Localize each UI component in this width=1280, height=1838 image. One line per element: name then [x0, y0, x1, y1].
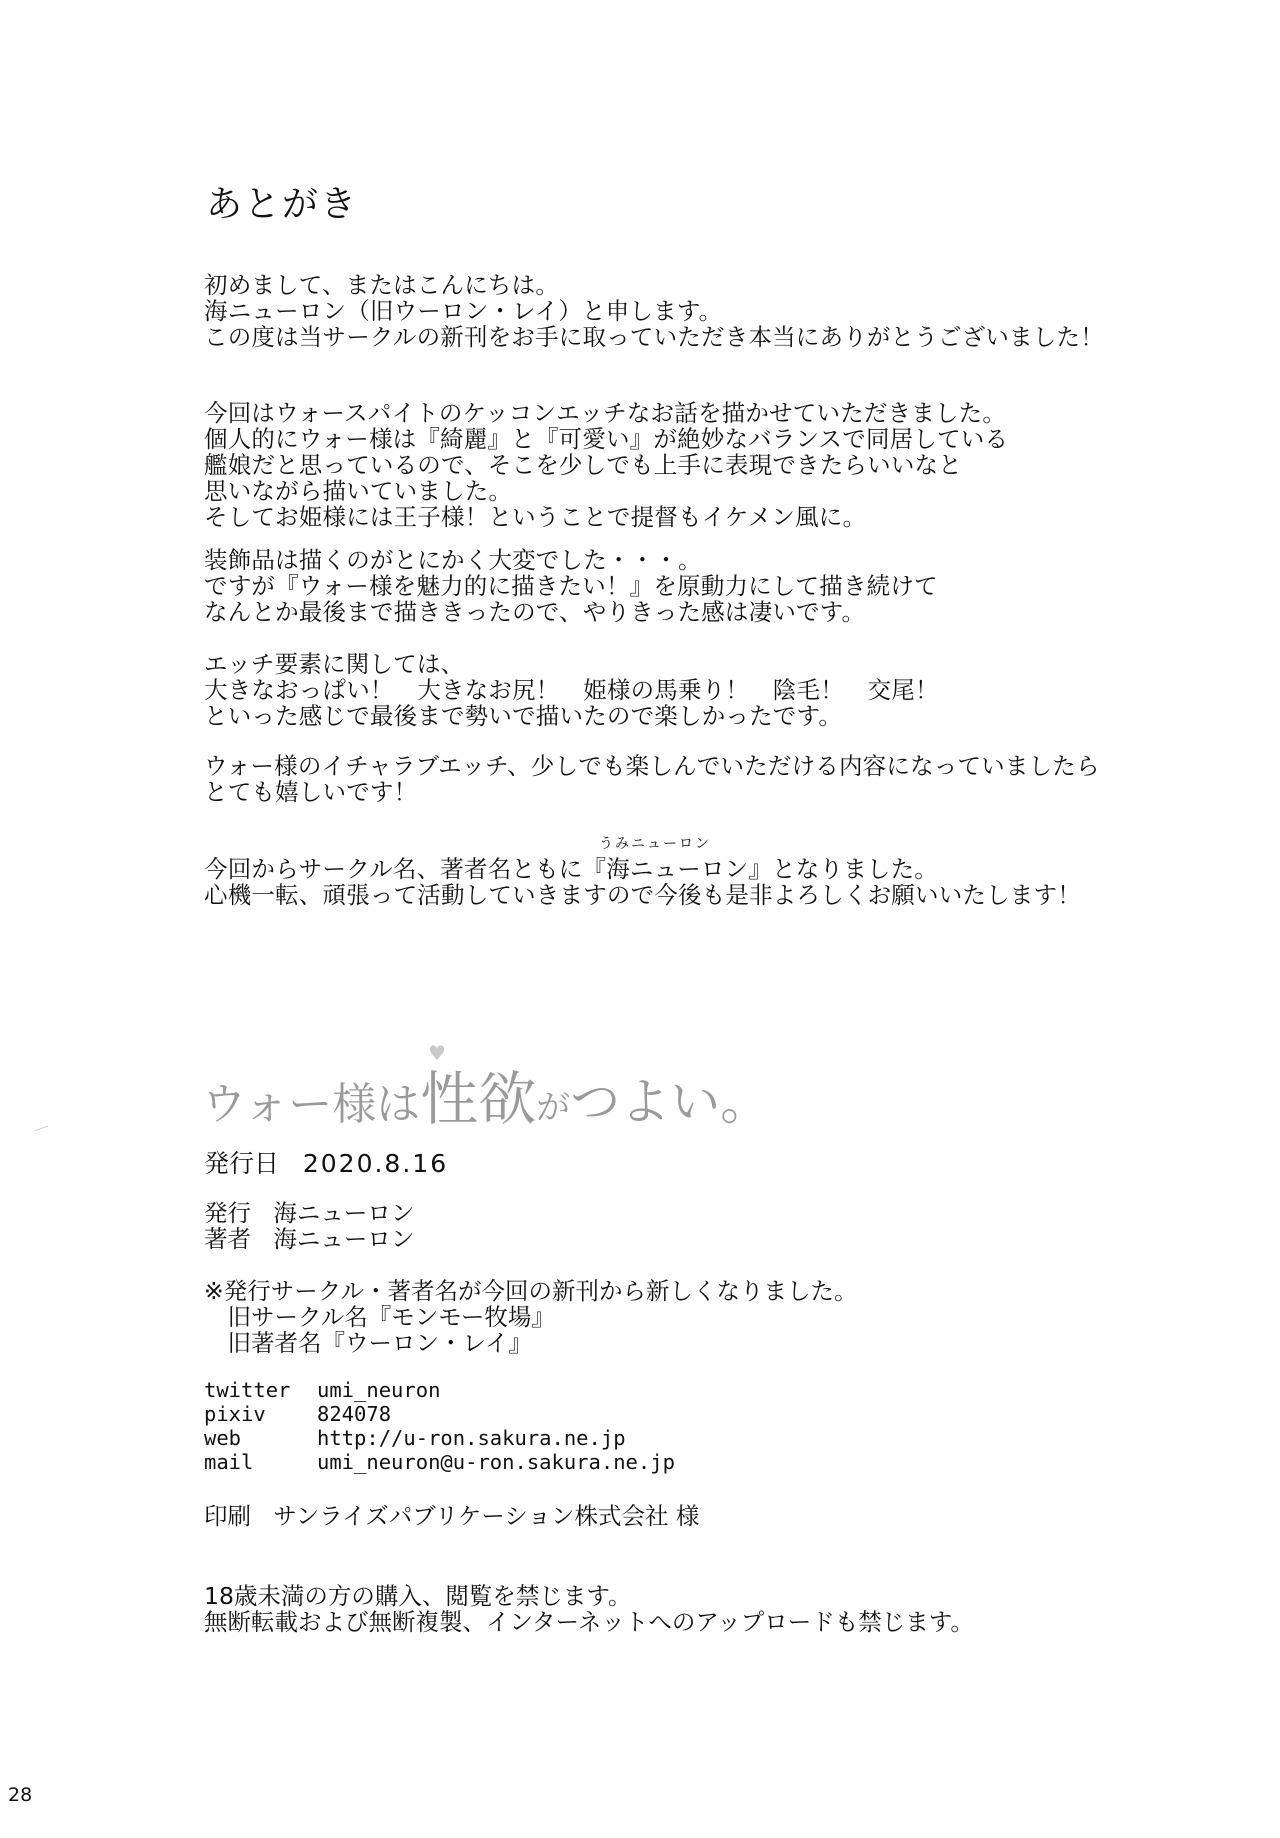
- note-line: ※発行サークル・著者名が今回の新刊から新しくなりました。: [204, 1277, 858, 1305]
- title-part: が: [536, 1088, 571, 1128]
- hope-paragraph: [204, 753, 1100, 805]
- elements-paragraph: [204, 651, 939, 729]
- warning-line: 無断転載および無断複製、インターネットへのアップロードも禁じます。: [204, 1608, 974, 1636]
- text-line: ですが『ウォー様を魅力的に描きたい！』を原動力にして描き続けて: [204, 572, 938, 600]
- author-label: 著者: [204, 1225, 251, 1253]
- contact-value: umi_neuron@u-ron.sakura.ne.jp: [317, 1450, 675, 1474]
- contact-row: [204, 1402, 675, 1426]
- accessories-paragraph: [204, 547, 938, 625]
- book-title: [202, 1052, 770, 1136]
- text-line: エッチ要素に関しては、: [204, 650, 465, 678]
- publisher-row: [204, 1200, 414, 1226]
- text-line: 思いながら描いていました。: [204, 477, 513, 505]
- text-line: 海ニューロン（旧ウーロン・レイ）と申します。: [204, 297, 723, 325]
- text-line: 大きなおっぱい！ 大きなお尻！ 姫様の馬乗り！ 陰毛！ 交尾！: [204, 676, 939, 704]
- contact-key: pixiv: [204, 1402, 266, 1426]
- title-part: ウォー様は: [202, 1079, 421, 1130]
- text-line: 心機一転、頑張って活動していきますので今後も是非よろしくお願いいたします！: [204, 881, 1081, 909]
- text-line: とても嬉しいです！: [204, 778, 418, 806]
- title-part: つよい。: [570, 1073, 771, 1131]
- text-line: この度は当サークルの新刊をお手に取っていただき本当にありがとうございました！: [204, 323, 1104, 351]
- contact-key: mail: [204, 1450, 254, 1474]
- ruby-line: [204, 836, 1081, 883]
- afterword-heading: あとがき: [206, 184, 359, 225]
- text-line: 今回からサークル名、著者名ともに『海ニューロン』となりました。: [204, 855, 938, 883]
- publisher-value: 海ニューロン: [273, 1199, 415, 1227]
- text-line: といった感じで最後まで勢いで描いたので楽しかったです。: [204, 702, 843, 730]
- text-line: そしてお姫様には王子様！ということで提督もイケメン風に。: [204, 503, 867, 531]
- note-line: 旧著者名『ウーロン・レイ』: [204, 1329, 532, 1357]
- text-line: ウォー様のイチャラブエッチ、少しでも楽しんでいただける内容になっていましたら: [204, 752, 1100, 780]
- printer-value: サンライズパブリケーション株式会社 様: [273, 1502, 700, 1530]
- text-line: 初めまして、またはこんにちは。: [204, 271, 560, 299]
- contact-value: umi_neuron: [317, 1378, 441, 1402]
- issue-date-label: 発行日: [204, 1149, 280, 1178]
- contact-key: twitter: [204, 1378, 291, 1402]
- contact-value: 824078: [317, 1402, 392, 1426]
- issue-date: [204, 1151, 448, 1177]
- publisher-label: 発行: [204, 1199, 251, 1227]
- text-line: 今回はウォースパイトのケッコンエッチなお話を描かせていただきました。: [204, 399, 1007, 427]
- contact-row: [204, 1450, 675, 1474]
- issue-date-value: 2020.8.16: [302, 1149, 449, 1178]
- text-line: 装飾品は描くのがとにかく大変でした・・・。: [204, 546, 702, 574]
- note-line: 旧サークル名『モンモー牧場』: [204, 1303, 555, 1331]
- contact-row: [204, 1426, 675, 1450]
- story-paragraph: [204, 400, 1008, 530]
- credits: [204, 1200, 414, 1252]
- furigana: うみニューロン: [599, 836, 711, 852]
- warning-line: 18歳未満の方の購入、閲覧を禁じます。: [204, 1582, 632, 1610]
- contact-key: web: [204, 1426, 242, 1450]
- contact-value: http://u-ron.sakura.ne.jp: [317, 1426, 626, 1450]
- printer-label: 印刷: [204, 1502, 251, 1530]
- name-change-notes: [204, 1278, 858, 1356]
- contact-list: [204, 1378, 675, 1474]
- text-line: 艦娘だと思っているので、そこを少しでも上手に表現できたらいいなと: [204, 451, 962, 479]
- author-row: [204, 1226, 414, 1252]
- text-line: 個人的にウォー様は『綺麗』と『可愛い』が絶妙なバランスで同居している: [204, 425, 1009, 453]
- scan-mark: [34, 1126, 47, 1132]
- legal-notice: [204, 1583, 974, 1635]
- contact-row: [204, 1378, 675, 1402]
- printer-credit: [204, 1503, 699, 1529]
- greeting-paragraph: [204, 272, 1104, 350]
- heart-icon: ♥: [428, 1041, 446, 1065]
- closing-paragraph: [204, 836, 1081, 909]
- title-part: 性欲: [420, 1065, 537, 1133]
- page-number: 28: [8, 1784, 33, 1806]
- author-value: 海ニューロン: [273, 1225, 415, 1253]
- text-line: なんとか最後まで描ききったので、やりきった感は凄いです。: [204, 598, 866, 626]
